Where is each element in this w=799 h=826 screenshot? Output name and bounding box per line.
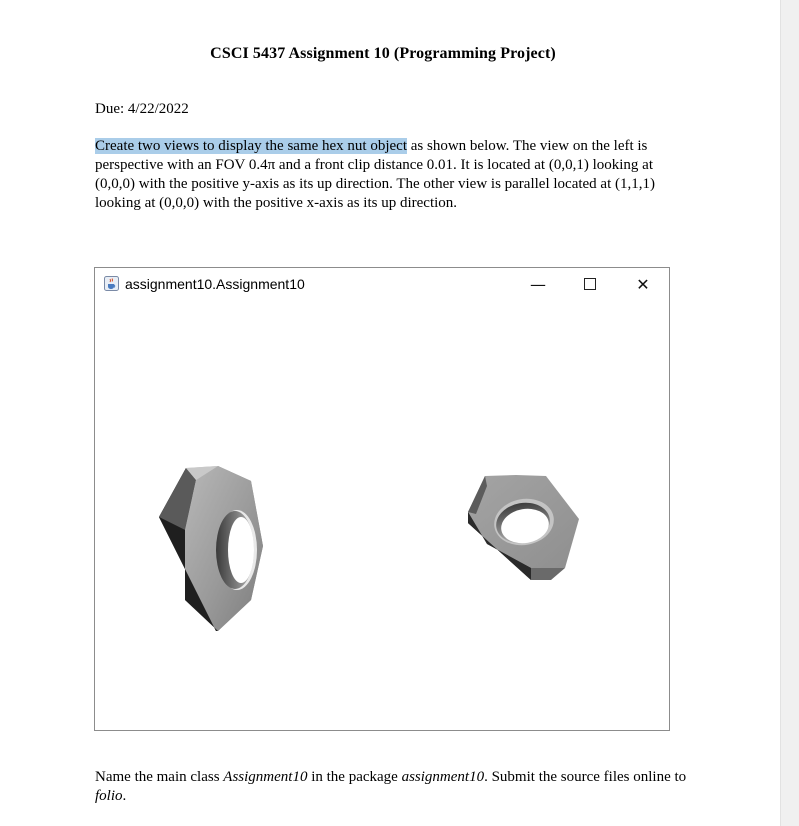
footer-text-1: Name the main class xyxy=(95,769,224,785)
hex-nut-parallel-view xyxy=(468,475,579,580)
description-text: as shown below. The view on the left is perspective with an FOV 0.4π and a front clip distance 0.01. It is located at (0,0,1) looking at (0,0,0) with the positive y-axis as its up direction. The other view is parallel located at (1,1,1) looking at (0,0,0) with the positive x-axis as its up direction. xyxy=(95,138,655,211)
package-name: assignment10 xyxy=(401,769,485,785)
minimize-button[interactable]: — xyxy=(530,274,546,294)
footer-text-3: . Submit the source files online to xyxy=(484,769,687,785)
highlighted-text[interactable]: Create two views to display the same hex nut object xyxy=(95,138,408,154)
due-date: Due: 4/22/2022 xyxy=(95,101,189,117)
app-window-screenshot xyxy=(94,267,670,731)
maximize-icon xyxy=(584,278,596,290)
window-titlebar xyxy=(95,268,669,300)
folio-name: folio xyxy=(95,788,123,804)
java-cup-icon xyxy=(104,276,119,291)
window-title: assignment10.Assignment10 xyxy=(125,276,305,292)
submission-instructions xyxy=(95,768,695,806)
page-title: CSCI 5437 Assignment 10 (Programming Project) xyxy=(210,45,556,62)
assignment-description xyxy=(95,137,685,213)
main-class-name: Assignment10 xyxy=(223,769,308,785)
footer-text-4: . xyxy=(122,788,127,804)
close-button[interactable]: ✕ xyxy=(636,274,650,294)
hex-nut-perspective-view xyxy=(159,466,263,631)
footer-text-2: in the package xyxy=(307,769,402,785)
maximize-button[interactable] xyxy=(567,268,613,300)
render-canvas xyxy=(95,300,669,730)
page-scrollbar[interactable] xyxy=(780,0,799,826)
